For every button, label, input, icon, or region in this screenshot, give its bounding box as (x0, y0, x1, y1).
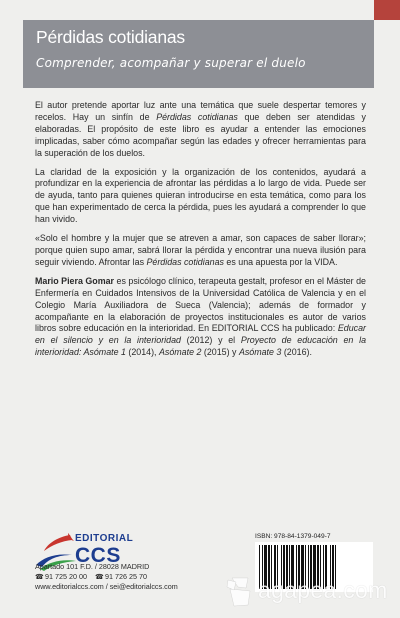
accent-bar (374, 0, 400, 20)
phone-line (35, 572, 235, 583)
watermark-text: agapea.com (258, 577, 388, 603)
fax-icon: ☎ (94, 573, 104, 581)
author-name: Mario Piera Gomar (35, 275, 114, 286)
emphasis: Proyecto de educación en la interioridad: Asómate 1 (35, 335, 366, 358)
web-email-line: www.editorialccs.com / sei@editorialccs.com (35, 582, 178, 592)
blurb-paragraph-3 (35, 233, 366, 269)
text-run: que deben ser atendidas y elaboradas. El propósito de este libro es ayudar a entender las emociones implicadas, saber cómo acompañar según las edades y ofrecer herramientas para la superación de los duelos. (35, 111, 366, 158)
text-run: es una apuesta por la VIDA. (223, 256, 338, 267)
isbn-label: ISBN: 978-84-1379-049-7 (255, 533, 331, 540)
text-run: (2016). (281, 347, 312, 358)
phone-number: 91 725 20 00 (45, 571, 87, 581)
text-run: «Solo el hombre y la mujer que se atreven a amar, son capaces de saber llorar»; porque quien supo amar, sabrá llorar la pérdida y encontrar una nueva ilusión para seguir viviendo. Afrontar las (35, 233, 366, 267)
blurb (35, 100, 366, 366)
emphasis: Pérdidas cotidianas (146, 256, 224, 267)
text-run: (2012) y el (180, 335, 241, 346)
emphasis: Educar en el silencio y en la interioridad (35, 323, 366, 346)
book-subtitle: Comprender, acompañar y superar el duelo (36, 56, 306, 70)
publisher-address (35, 562, 235, 592)
blurb-paragraph-2: La claridad de la exposición y la organización de los contenidos, ayudará a profundizar en la experiencia de afrontar las pérdidas a lo largo de vida. Puede ser de ayuda, tanto para quienes quieran introducirse en esta temática, como para los que han experimentado de cerca la pérdida, pues les ayudará a comprender lo que han vivido. (35, 166, 366, 225)
logo-line-2: CCS (75, 544, 121, 567)
text-run: (2014), (125, 347, 159, 358)
logo-line-1: EDITORIAL (75, 533, 134, 544)
emphasis: Pérdidas cotidianas (156, 111, 238, 122)
text-run: es psicólogo clínico, terapeuta gestalt, profesor en el Máster de Enfermería en Cuidados Intensivos de la Universidad Católica de Valencia y en el Colegio María Auxiliadora de Sueca (Valencia); además de formador y acompañante en la elaboración de proyectos institucionales es autor de varios libros sobre educación en la interioridad. En EDITORIAL CCS ha publicado: (35, 275, 366, 334)
author-bio (35, 276, 366, 359)
text-run: (2015) y (201, 347, 239, 358)
text-run: El autor pretende aportar luz ante una temática que suele despertar temores y recelos. Hay un sinfín de (35, 100, 366, 122)
emphasis: Asómate 2 (159, 347, 202, 358)
address-line: Apartado 101 F.D. / 28028 MADRID (35, 562, 150, 571)
book-title: Pérdidas cotidianas (36, 27, 185, 47)
blurb-paragraph-1 (35, 100, 366, 160)
emphasis: Asómate 3 (238, 347, 282, 358)
phone-icon: ☎ (35, 573, 44, 581)
fax-number: 91 726 25 70 (104, 571, 147, 581)
